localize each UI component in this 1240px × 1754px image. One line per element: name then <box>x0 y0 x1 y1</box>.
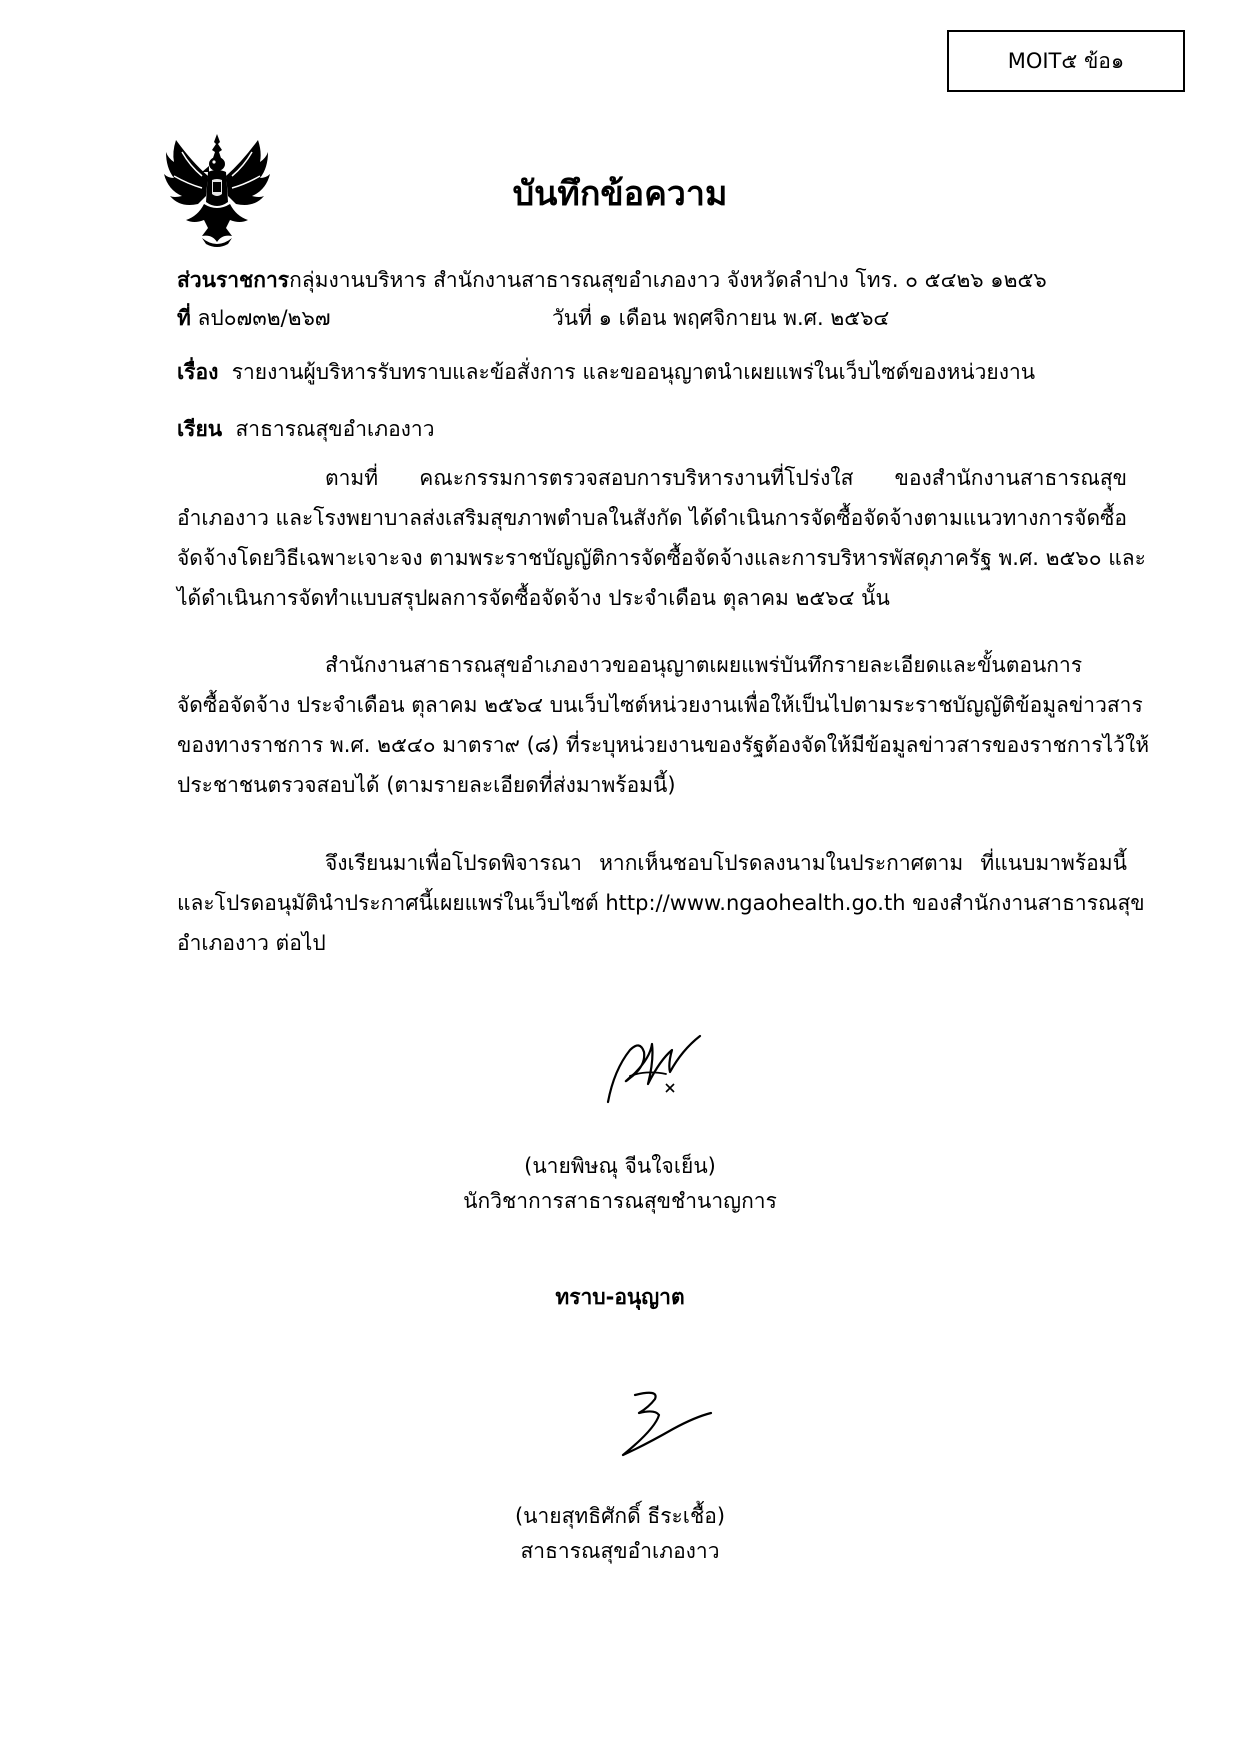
document-code-box <box>947 30 1185 92</box>
subject-label: เรื่อง <box>177 360 219 384</box>
paragraph-line: จัดจ้างโดยวิธีเฉพาะเจาะจง ตามพระราชบัญญัติการจัดซื้อจัดจ้างและการบริหารพัสดุภาครัฐ พ.ศ. ๒๕๖๐ และ <box>177 546 1146 570</box>
signature-2-icon <box>615 1385 715 1465</box>
reference-line <box>177 303 331 333</box>
to-label: เรียน <box>177 417 223 441</box>
paragraph-line: จัดซื้อจัดจ้าง ประจำเดือน ตุลาคม ๒๕๖๔ บนเว็บไซต์หน่วยงานเพื่อให้เป็นไปตามระราชบัญญัติข้อมูลข่าวสาร <box>177 693 1143 717</box>
paragraph-line: ของทางราชการ พ.ศ. ๒๕๔๐ มาตรา๙ (๘) ที่ระบุหน่วยงานของรัฐต้องจัดให้มีข้อมูลข่าวสารของราชการไว้ให้ <box>177 733 1150 757</box>
signer-2-position: สาธารณสุขอำเภองาว <box>520 1539 720 1563</box>
to-value: สาธารณสุขอำเภองาว <box>235 417 435 441</box>
signer-1-position: นักวิชาการสาธารณสุขชำนาญการ <box>463 1189 777 1213</box>
document-code: MOIT๕ ข้อ๑ <box>1007 48 1125 73</box>
paragraph-3 <box>177 843 1145 963</box>
paragraph-line: สำนักงานสาธารณสุขอำเภองาวขออนุญาตเผยแพร่บันทึกรายละเอียดและขั้นตอนการ <box>325 653 1083 677</box>
signer-1-name: (นายพิษณุ จีนใจเย็น) <box>524 1154 716 1178</box>
reference-value: ลป๐๗๓๒/๒๖๗ <box>197 306 331 330</box>
paragraph-line: อำเภองาว และโรงพยาบาลส่งเสริมสุขภาพตำบลในสังกัด ได้ดำเนินการจัดซื้อจัดจ้างตามแนวทางการจัดซื้อ <box>177 506 1127 530</box>
department-line <box>177 265 1047 295</box>
subject-value: รายงานผู้บริหารรับทราบและข้อสั่งการ และขออนุญาตนำเผยแพร่ในเว็บไซต์ของหน่วยงาน <box>231 360 1036 384</box>
paragraph-2 <box>177 645 1150 805</box>
to-line <box>177 414 435 444</box>
paragraph-line: ได้ดำเนินการจัดทำแบบสรุปผลการจัดซื้อจัดจ้าง ประจำเดือน ตุลาคม ๒๕๖๔ นั้น <box>177 586 890 610</box>
paragraph-line: จึงเรียนมาเพื่อโปรดพิจารณา หากเห็นชอบโปรดลงนามในประกาศตาม ที่แนบมาพร้อมนี้ <box>325 851 1127 875</box>
signer-2-name: (นายสุทธิศักดิ์ ธีระเชื้อ) <box>514 1504 726 1528</box>
paragraph-line: และโปรดอนุมัตินำประกาศนี้เผยแพร่ในเว็บไซต์ http://www.ngaohealth.go.th ของสำนักงานสาธารณสุข <box>177 891 1145 915</box>
memo-title: บันทึกข้อความ <box>512 174 728 214</box>
signature-1-icon <box>600 1030 710 1110</box>
department-label: ส่วนราชการ <box>177 268 290 292</box>
paragraph-line: ตามที่ คณะกรรมการตรวจสอบการบริหารงานที่โปร่งใส ของสำนักงานสาธารณสุข <box>325 466 1127 490</box>
paragraph-1 <box>177 458 1146 618</box>
date-line: วันที่ ๑ เดือน พฤศจิกายน พ.ศ. ๒๕๖๔ <box>552 306 890 330</box>
department-value: กลุ่มงานบริหาร สำนักงานสาธารณสุขอำเภองาว จังหวัดลำปาง โทร. ๐ ๕๔๒๖ ๑๒๕๖ <box>289 268 1047 292</box>
approval-text: ทราบ-อนุญาต <box>555 1285 685 1309</box>
paragraph-line: อำเภองาว ต่อไป <box>177 931 326 955</box>
subject-line <box>177 357 1035 387</box>
paragraph-line: ประชาชนตรวจสอบได้ (ตามรายละเอียดที่ส่งมาพร้อมนี้) <box>177 773 676 797</box>
reference-label: ที่ <box>177 306 191 330</box>
